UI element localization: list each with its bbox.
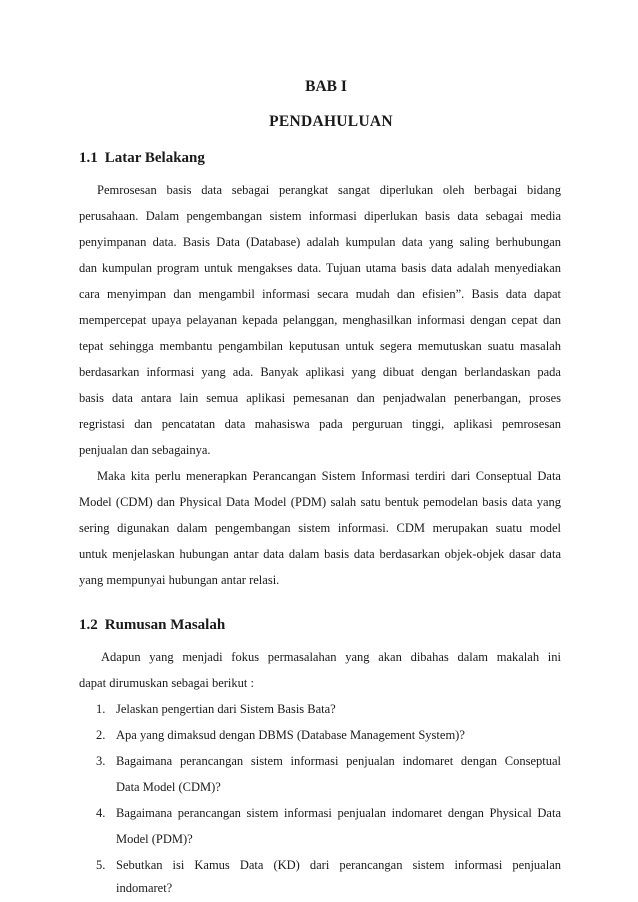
- chapter-title: PENDAHULUAN: [269, 113, 393, 130]
- paragraph-line: mempercepat upaya pelayanan kepada pelanggan, menghasilkan informasi dengan cepat dan: [79, 313, 561, 327]
- section-number: 1.2: [79, 617, 98, 633]
- list-item-text: Apa yang dimaksud dengan DBMS (Database Management System)?: [116, 728, 465, 742]
- paragraph-line: berdasarkan informasi yang ada. Banyak aplikasi yang dibuat dengan berlandaskan pada: [79, 365, 561, 379]
- list-item-text: Bagaimana perancangan sistem informasi penjualan indomaret dengan Physical Data: [116, 806, 561, 820]
- paragraph-line: untuk menjelaskan hubungan antar data dalam basis data berdasarkan objek-objek dasar data: [79, 547, 561, 561]
- paragraph-line: basis data antara lain semua aplikasi pemesanan dan penjadwalan penerbangan, proses: [79, 391, 561, 405]
- list-item-number: 3.: [96, 754, 106, 768]
- paragraph-line: cara menyimpan dan mengambil informasi secara mudah dan efisien”. Basis data dapat: [79, 287, 561, 301]
- list-item: [96, 701, 561, 717]
- list-item: [96, 753, 561, 769]
- section-heading-rumusan-masalah: [79, 617, 225, 634]
- list-item-number: 4.: [96, 806, 106, 820]
- section-number: 1.1: [79, 150, 98, 166]
- chapter-label: BAB I: [305, 78, 347, 95]
- paragraph-line: penjualan dan sebagainya.: [79, 443, 211, 457]
- list-item-number: 2.: [96, 728, 106, 742]
- paragraph-line: Maka kita perlu menerapkan Perancangan Sistem Informasi terdiri dari Conseptual Data: [97, 469, 561, 483]
- paragraph-line: yang mempunyai hubungan antar relasi.: [79, 573, 280, 587]
- list-item: [96, 857, 561, 873]
- list-item: [96, 727, 561, 743]
- paragraph-line: tepat sehingga membantu pengambilan keputusan untuk segera memutuskan suatu masalah: [79, 339, 561, 353]
- paragraph-line: Model (CDM) dan Physical Data Model (PDM) salah satu bentuk pemodelan basis data yang: [79, 495, 561, 509]
- section-heading-latar-belakang: [79, 150, 205, 167]
- list-item-number: 1.: [96, 702, 106, 716]
- list-item-number: 5.: [96, 858, 106, 872]
- paragraph-line: perusahaan. Dalam pengembangan sistem informasi diperlukan basis data sebagai media: [79, 209, 561, 223]
- list-item-text: Model (PDM)?: [116, 832, 193, 846]
- list-item-text: Bagaimana perancangan sistem informasi penjualan indomaret dengan Conseptual: [116, 754, 561, 768]
- paragraph-line: sering digunakan dalam pengembangan sistem informasi. CDM merupakan suatu model: [79, 521, 561, 535]
- list-item-text: Sebutkan isi Kamus Data (KD) dari perancangan sistem informasi penjualan: [116, 858, 561, 872]
- paragraph-line: dapat dirumuskan sebagai berikut :: [79, 676, 254, 690]
- paragraph-line: dan kumpulan program untuk mengakses data. Tujuan utama basis data adalah menyediakan: [79, 261, 561, 275]
- paragraph-line: Adapun yang menjadi fokus permasalahan yang akan dibahas dalam makalah ini: [101, 650, 561, 664]
- section-title: Rumusan Masalah: [104, 617, 226, 633]
- list-item-continuation: [116, 880, 561, 896]
- paragraph-line: regristasi dan pencatatan data mahasiswa pada perguruan tinggi, aplikasi pemrosesan: [79, 417, 561, 431]
- list-item-text: Data Model (CDM)?: [116, 780, 221, 794]
- list-item-text: indomaret?: [116, 881, 173, 895]
- list-item: [96, 805, 561, 821]
- section-title: Latar Belakang: [104, 150, 205, 166]
- paragraph-line: Pemrosesan basis data sebagai perangkat sangat diperlukan oleh berbagai bidang: [97, 183, 561, 197]
- paragraph-line: penyimpanan data. Basis Data (Database) adalah kumpulan data yang saling berhubungan: [79, 235, 561, 249]
- list-item-continuation: [116, 779, 561, 795]
- list-item-text: Jelaskan pengertian dari Sistem Basis Bata?: [116, 702, 336, 716]
- list-item-continuation: [116, 831, 561, 847]
